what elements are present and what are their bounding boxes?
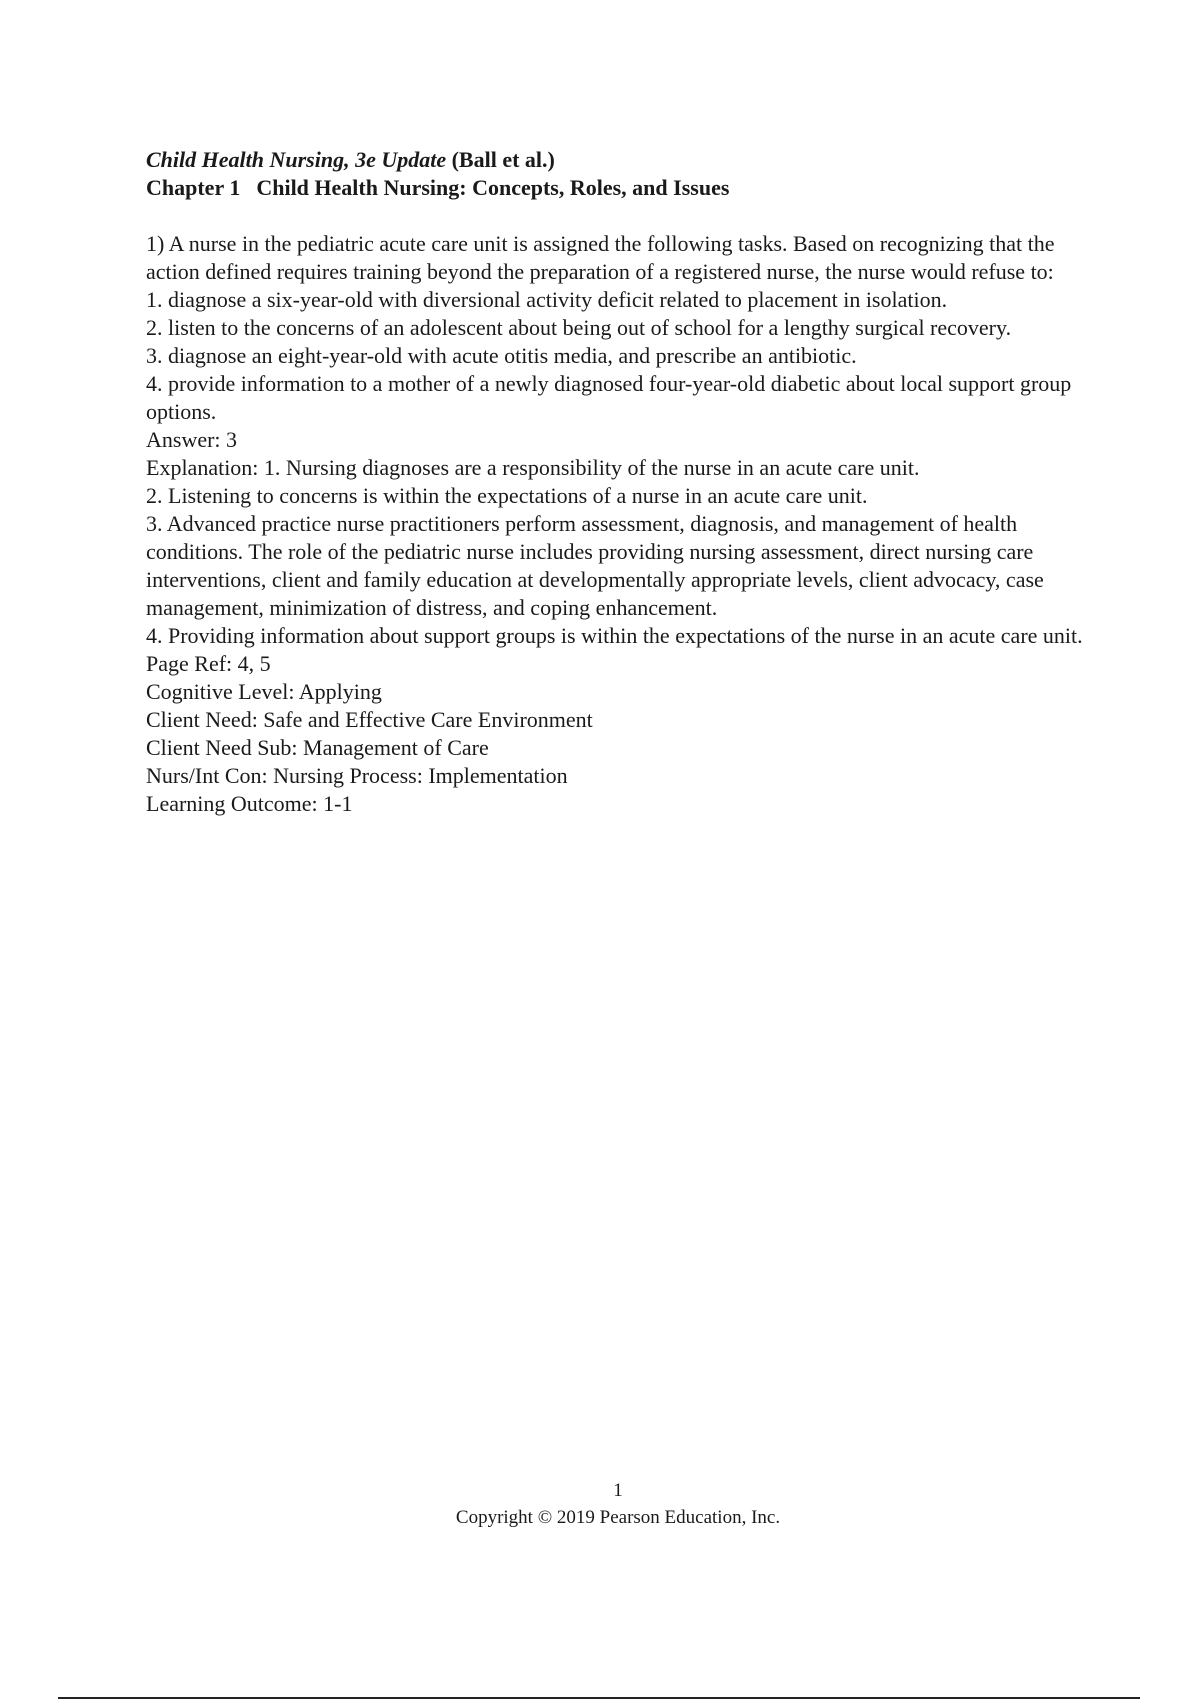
book-title: Child Health Nursing, 3e Update xyxy=(146,147,447,172)
chapter-label: Chapter 1 xyxy=(146,175,241,200)
page-content xyxy=(146,146,1096,818)
option-1: 1. diagnose a six-year-old with diversional activity deficit related to placement in isolation. xyxy=(146,287,948,312)
question-stem: 1) A nurse in the pediatric acute care unit is assigned the following tasks. Based on recognizing that the action defined requires training beyond the preparation of a registered nurse, the nurse would refuse to: xyxy=(146,231,1055,284)
nurs-int-con: Nurs/Int Con: Nursing Process: Implementation xyxy=(146,763,568,788)
option-4: 4. provide information to a mother of a newly diagnosed four-year-old diabetic about local support group options. xyxy=(146,371,1072,424)
page-number: 1 xyxy=(613,1480,623,1501)
learning-outcome: Learning Outcome: 1-1 xyxy=(146,791,353,816)
chapter-title: Child Health Nursing: Concepts, Roles, and Issues xyxy=(256,175,730,200)
option-3: 3. diagnose an eight-year-old with acute otitis media, and prescribe an antibiotic. xyxy=(146,343,857,368)
option-2: 2. listen to the concerns of an adolescent about being out of school for a lengthy surgical recovery. xyxy=(146,315,1012,340)
page-ref: Page Ref: 4, 5 xyxy=(146,651,271,676)
explanation-4: 4. Providing information about support groups is within the expectations of the nurse in an acute care unit. xyxy=(146,623,1083,648)
book-header xyxy=(146,146,1096,174)
book-authors: (Ball et al.) xyxy=(451,147,555,172)
bottom-divider xyxy=(58,1697,1140,1699)
explanation-2: 2. Listening to concerns is within the expectations of a nurse in an acute care unit. xyxy=(146,483,868,508)
client-need: Client Need: Safe and Effective Care Environment xyxy=(146,707,593,732)
copyright-notice: Copyright © 2019 Pearson Education, Inc. xyxy=(455,1507,781,1528)
explanation-1: Explanation: 1. Nursing diagnoses are a responsibility of the nurse in an acute care unit. xyxy=(146,455,920,480)
client-need-sub: Client Need Sub: Management of Care xyxy=(146,735,489,760)
chapter-header xyxy=(146,174,1096,202)
cognitive-level: Cognitive Level: Applying xyxy=(146,679,382,704)
explanation-3: 3. Advanced practice nurse practitioners perform assessment, diagnosis, and management of health conditions. The role of the pediatric nurse includes providing nursing assessment, direct nursing care interventions, client and family education at developmentally appropriate levels, client advocacy, case management, minimization of distress, and coping enhancement. xyxy=(146,511,1044,620)
answer: Answer: 3 xyxy=(146,427,238,452)
question-block xyxy=(146,230,1096,818)
